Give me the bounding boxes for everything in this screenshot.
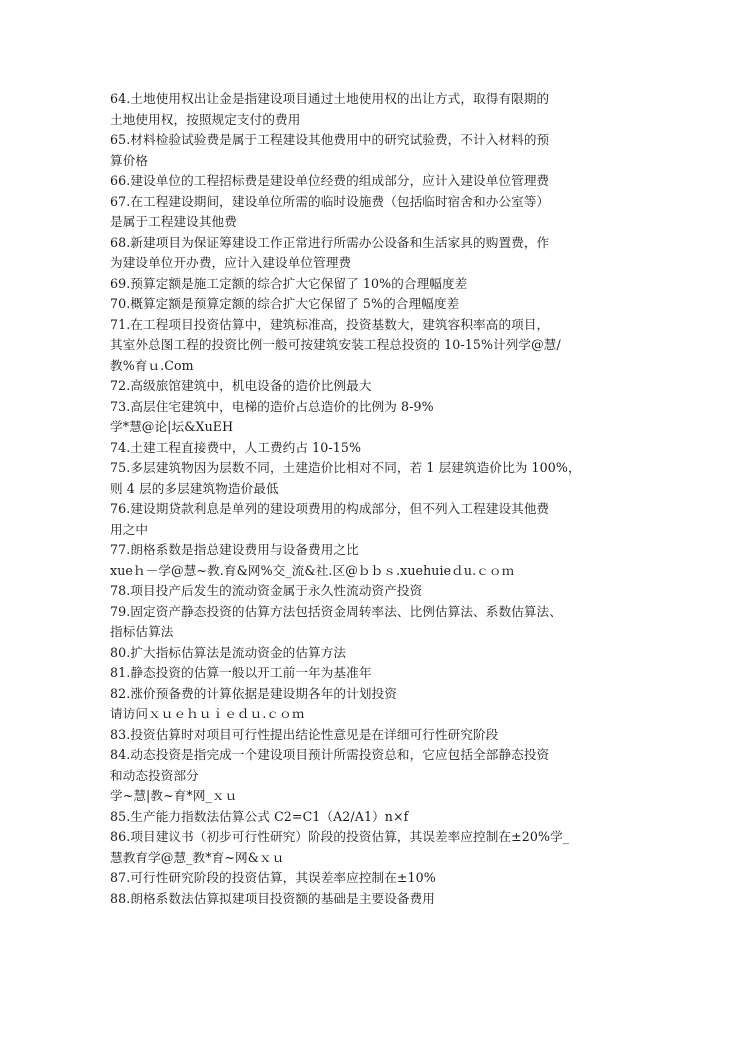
text-line: 81.静态投资的估算一般以开工前一年为基准年	[110, 665, 372, 680]
text-line: 为建设单位开办费，应计入建设单位管理费	[110, 255, 352, 270]
text-line: 82.涨价预备费的计算依据是建设期各年的计划投资	[110, 685, 397, 701]
text-line: 71.在工程项目投资估算中，建筑标准高，投资基数大，建筑容积率高的项目，	[110, 316, 550, 332]
text-line: 用之中	[110, 521, 149, 537]
text-line: 指标估算法	[110, 624, 174, 639]
text-line: 教%育ｕ.Com	[110, 357, 194, 373]
text-line: 其室外总图工程的投资比例一般可按建筑安装工程总投资的 10-15%计列学@慧/	[110, 337, 561, 352]
text-line: 85.生产能力指数法估算公式 C2=C1（A2/A1）n×f	[110, 808, 409, 824]
text-line: 请访问ｘｕｅｈｕｉｅｄｕ.ｃｏｍ	[110, 706, 305, 721]
text-line: 和动态投资部分	[110, 767, 199, 783]
text-line: 79.固定资产静态投资的估算方法包括资金周转率法、比例估算法、系数估算法、	[110, 603, 562, 619]
text-line: 77.朗格系数是指总建设费用与设备费用之比	[110, 542, 359, 557]
text-line: 土地使用权，按照规定支付的费用	[110, 111, 301, 127]
text-line: 88.朗格系数法估算拟建项目投资额的基础是主要设备费用	[110, 890, 435, 906]
document-body	[110, 89, 640, 909]
text-line: 67.在工程建设期间，建设单位所需的临时设施费（包括临时宿舍和办公室等）	[110, 193, 550, 209]
text-line: 66.建设单位的工程招标费是建设单位经费的组成部分，应计入建设单位管理费	[110, 173, 550, 188]
text-line: 76.建设期贷款利息是单列的建设项费用的构成部分，但不列入工程建设其他费	[110, 501, 550, 516]
text-line: 83.投资估算时对项目可行性提出结论性意见是在详细可行性研究阶段	[110, 726, 499, 742]
text-line: 学~慧|教~育*网_ｘｕ	[110, 788, 238, 803]
text-line: 74.土建工程直接费中，人工费约占 10-15%	[110, 439, 362, 455]
text-line: 84.动态投资是指完成一个建设项目预计所需投资总和，它应包括全部静态投资	[110, 747, 550, 762]
text-line: 78.项目投产后发生的流动资金属于永久性流动资产投资	[110, 583, 423, 598]
text-line: 65.材料检验试验费是属于工程建设其他费用中的研究试验费，不计入材料的预	[110, 132, 550, 147]
text-line: 68.新建项目为保证筹建设工作正常进行所需办公设备和生活家具的购置费，作	[110, 234, 550, 250]
text-line: 学*慧@论|坛&XuEH	[110, 419, 234, 434]
text-line: 69.预算定额是施工定额的综合扩大它保留了 10%的合理幅度差	[110, 275, 468, 291]
text-line: 70.概算定额是预算定额的综合扩大它保留了 5%的合理幅度差	[110, 296, 460, 311]
text-line: 73.高层住宅建筑中，电梯的造价占总造价的比例为 8-9%	[110, 398, 434, 414]
text-line: 慧教育学@慧_教*育~网&ｘｕ	[110, 849, 285, 865]
text-line: 算价格	[110, 152, 149, 168]
text-line: 72.高级旅馆建筑中，机电设备的造价比例最大	[110, 378, 372, 393]
text-line: 87.可行性研究阶段的投资估算，其误差率应控制在±10%	[110, 870, 436, 885]
text-line: 则 4 层的多层建筑物造价最低	[110, 480, 279, 496]
text-line: 75.多层建筑物因为层数不同，土建造价比相对不同，若 1 层建筑造价比为 100%，	[110, 460, 581, 475]
text-line: 80.扩大指标估算法是流动资金的估算方法	[110, 644, 347, 660]
text-line: 86.项目建议书（初步可行性研究）阶段的投资估算，其误差率应控制在±20%学_	[110, 829, 570, 844]
text-line: 64.土地使用权出让金是指建设项目通过土地使用权的出让方式，取得有限期的	[110, 91, 550, 106]
text-line: xueｈ－学@慧~教.育&网%交_流&社.区@ｂｂｓ.xuehuieｄu.ｃｏｍ	[110, 562, 515, 578]
text-line: 是属于工程建设其他费	[110, 214, 237, 229]
